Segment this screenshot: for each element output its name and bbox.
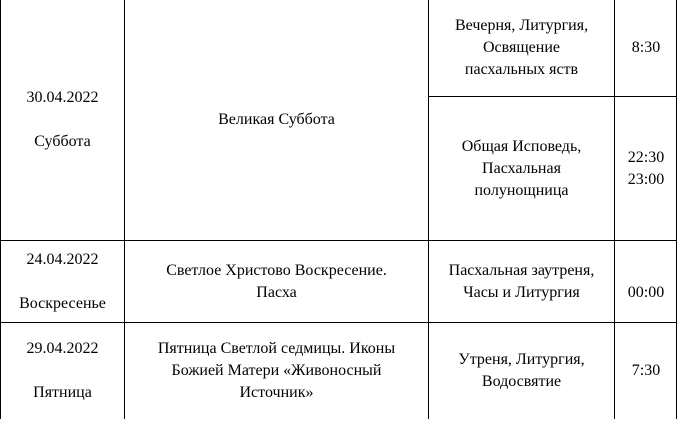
row-weekday: Пятница [33, 384, 92, 401]
row-service-time: 7:30 [631, 362, 661, 379]
row-service: Общая Исповедь, Пасхальная полунощница [461, 137, 582, 199]
row-feast: Пятница Светлой седмицы. Иконы Божией Матери «Живоносный Источник» [157, 340, 396, 401]
row-service: Утреня, Литургия, Водосвятие [458, 351, 585, 390]
row-date: 30.04.2022 [26, 89, 99, 106]
row-service-time: 22:30 23:00 [627, 148, 665, 188]
row-service: Пасхальная заутреня, Часы и Литургия [448, 261, 595, 301]
row-feast: Великая Суббота [218, 111, 335, 128]
row-feast: Светлое Христово Воскресение. Пасха [166, 261, 387, 301]
table-row-date-cell [1, 241, 124, 322]
row-service-time: 00:00 [627, 283, 665, 301]
table-row-date-cell [1, 0, 124, 240]
row-service: Вечерня, Литургия, Освящение пасхальных яств [454, 17, 589, 78]
table-row-date-cell [1, 323, 124, 419]
row-weekday: Воскресенье [19, 294, 106, 312]
row-date: 29.04.2022 [26, 340, 99, 357]
row-weekday: Суббота [34, 133, 91, 150]
row-service-time: 8:30 [631, 39, 661, 56]
row-date: 24.04.2022 [26, 250, 99, 268]
